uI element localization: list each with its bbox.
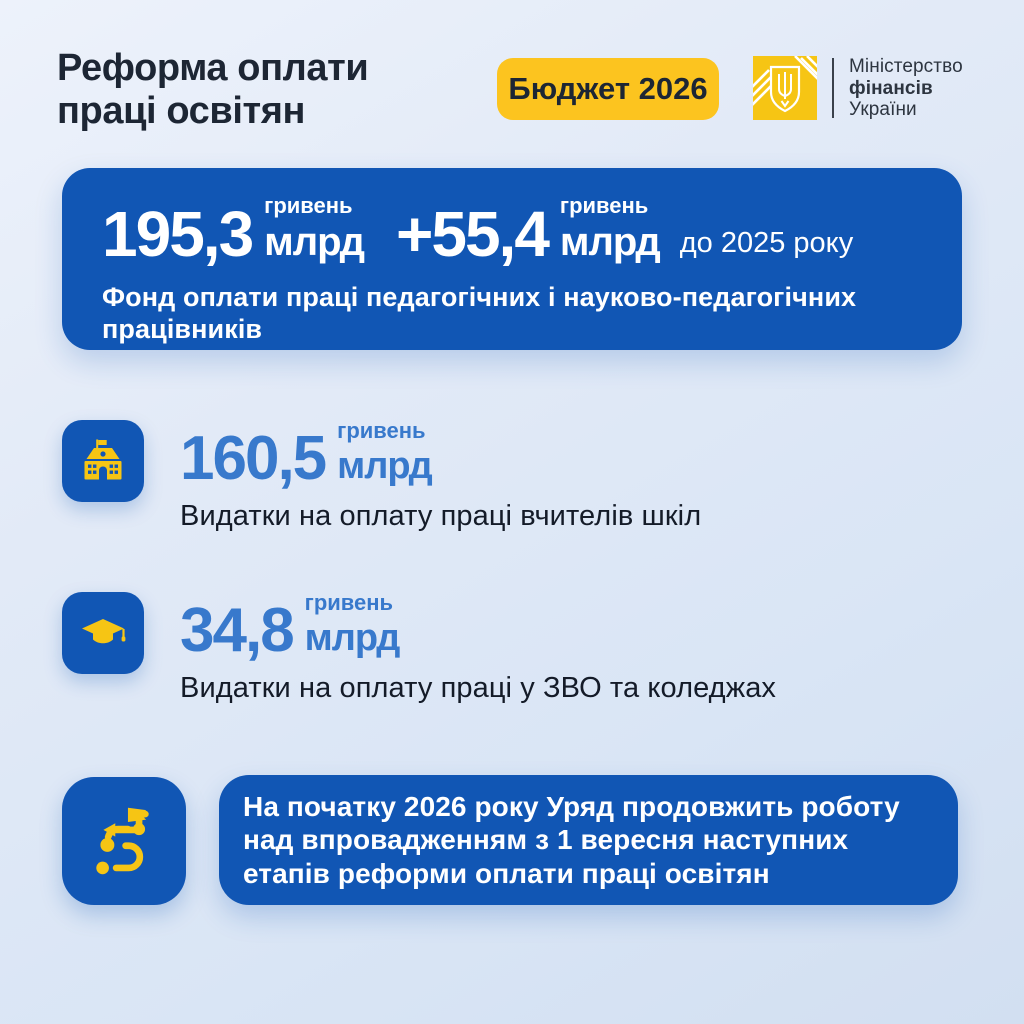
stat-universities-unit-scale: млрд xyxy=(304,617,400,659)
stat-universities-tile xyxy=(62,592,144,674)
hero-numbers-row xyxy=(102,193,926,271)
hero-total-unit-scale: млрд xyxy=(264,220,364,264)
callout-text: На початку 2026 року Уряд продовжить роботу над впровадженням з 1 вересня наступних етапів реформи оплати праці освітян xyxy=(243,790,900,889)
stat-universities-caption: Видатки на оплату праці у ЗВО та коледжах xyxy=(180,672,777,704)
stat-schools xyxy=(62,420,701,533)
hero-banner xyxy=(62,168,962,350)
hero-total-units xyxy=(264,195,364,264)
stat-universities-number xyxy=(180,590,776,665)
stat-schools-caption: Видатки на оплату праці вчителів шкіл xyxy=(180,500,702,532)
roadmap-icon xyxy=(86,803,162,879)
page-title-line2: праці освітян xyxy=(57,90,306,133)
hero-subtitle: Фонд оплати праці педагогічних і науково-педагогічних працівників xyxy=(102,282,857,344)
ministry-name-line1: Міністерство xyxy=(849,56,963,77)
stat-universities xyxy=(62,592,776,705)
hero-delta-note: до 2025 року xyxy=(679,227,854,259)
callout-box xyxy=(219,775,958,905)
hero-total-value: 195,3 xyxy=(102,198,253,271)
ministry-logo xyxy=(753,56,963,121)
stat-schools-value: 160,5 xyxy=(180,423,326,493)
hero-delta-unit-scale: млрд xyxy=(559,220,660,264)
stat-schools-units xyxy=(337,420,432,487)
page-title-line1: Реформа оплати xyxy=(57,47,369,89)
budget-year-badge-label: Бюджет 2026 xyxy=(508,71,708,106)
page-title xyxy=(57,47,368,134)
stat-schools-unit-currency: гривень xyxy=(337,418,426,443)
logo-divider xyxy=(832,58,834,118)
stat-schools-tile xyxy=(62,420,144,502)
stat-universities-unit-currency: гривень xyxy=(304,590,394,615)
ministry-name xyxy=(849,56,963,121)
budget-year-badge xyxy=(497,58,719,120)
school-icon xyxy=(79,437,127,485)
trident-emblem-icon xyxy=(753,56,817,120)
stat-schools-unit-scale: млрд xyxy=(337,445,432,487)
stat-universities-units xyxy=(305,592,400,659)
ministry-name-line3: України xyxy=(849,99,917,120)
stat-universities-content xyxy=(180,592,776,705)
hero-delta-units xyxy=(560,195,660,264)
hero-delta-unit-currency: гривень xyxy=(559,193,649,218)
hero-delta-value: +55,4 xyxy=(395,198,548,271)
graduation-cap-icon xyxy=(79,609,127,657)
stat-schools-content xyxy=(180,420,701,533)
stat-universities-value: 34,8 xyxy=(180,595,293,665)
callout-tile xyxy=(62,777,186,905)
hero-total-unit-currency: гривень xyxy=(264,193,353,218)
ministry-name-line2: фінансів xyxy=(849,77,933,99)
stat-schools-number xyxy=(180,418,701,493)
